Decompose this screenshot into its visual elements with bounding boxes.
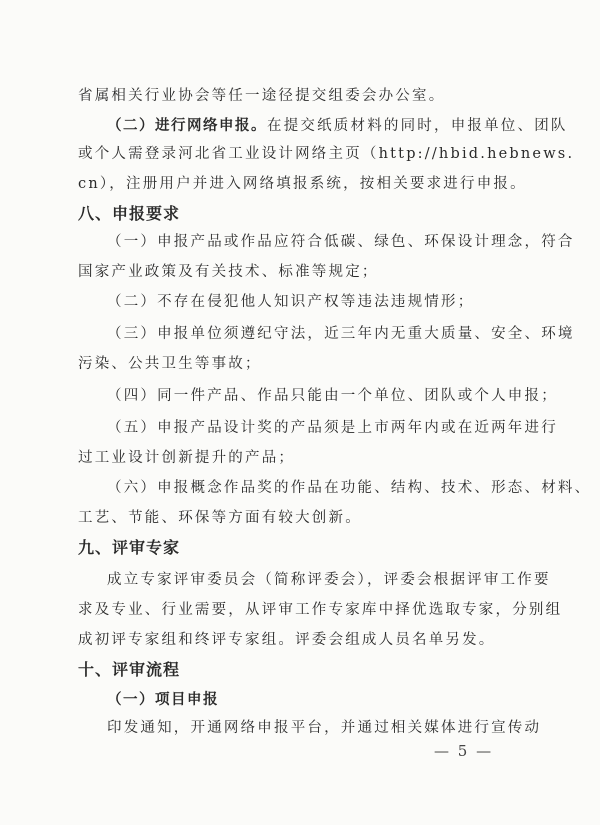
text-line: 省属相关行业协会等任一途径提交组委会办公室。 <box>78 88 446 104</box>
text-line: 印发通知，开通网络申报平台，并通过相关媒体进行宣传动 <box>107 720 542 736</box>
text-line: 国家产业政策及有关技术、标准等规定； <box>78 264 379 280</box>
text-line: （五）申报产品设计奖的产品须是上市两年内或在近两年进行 <box>107 420 558 436</box>
text-line: （二）不存在侵犯他人知识产权等违法违规情形； <box>107 294 475 310</box>
text-line: 求及专业、行业需要，从评审工作专家库中择优选取专家，分别组 <box>78 602 563 618</box>
text-line: （六）申报概念作品奖的作品在功能、结构、技术、形态、材料、 <box>107 480 592 496</box>
subheading-project-application: （一）项目申报 <box>107 691 219 708</box>
text-line: 工艺、节能、环保等方面有较大创新。 <box>78 510 362 526</box>
section-heading-process: 十、评审流程 <box>78 660 181 679</box>
page-number: — 5 — <box>434 742 494 760</box>
text-line: （四）同一件产品、作品只能由一个单位、团队或个人申报； <box>107 388 558 404</box>
text-line: cn），注册用户并进入网络填报系统，按相关要求进行申报。 <box>78 176 527 192</box>
text-line: 过工业设计创新提升的产品； <box>78 450 296 466</box>
text-line: （一）申报产品或作品应符合低碳、绿色、环保设计理念，符合 <box>107 234 575 250</box>
text-line: （三）申报单位须遵纪守法，近三年内无重大质量、安全、环境 <box>107 326 575 342</box>
paragraph-line <box>107 116 568 136</box>
text-line: 污染、公共卫生等事故； <box>78 356 262 372</box>
text-span: 在提交纸质材料的同时，申报单位、团队 <box>267 118 568 134</box>
subheading-online-application: （二）进行网络申报。 <box>107 117 267 134</box>
section-heading-experts: 九、评审专家 <box>78 538 181 557</box>
text-line: 成立专家评审委员会（简称评委会），评委会根据评审工作要 <box>107 572 551 588</box>
text-line: 或个人需登录河北省工业设计网络主页（http://hbid.hebnews. <box>78 146 575 162</box>
text-line: 成初评专家组和终评专家组。评委会组成人员名单另发。 <box>78 632 496 648</box>
section-heading-requirements: 八、申报要求 <box>78 204 181 223</box>
